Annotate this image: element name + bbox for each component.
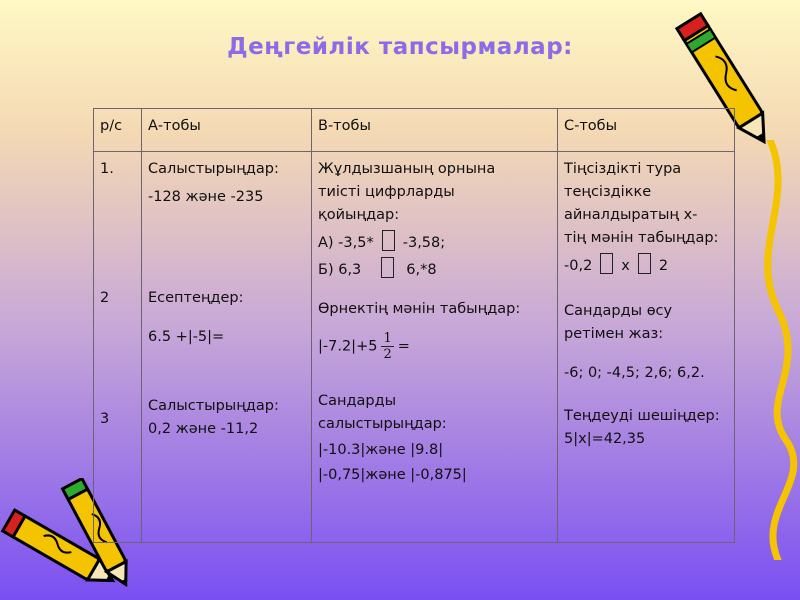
fraction: $\frac{1}{2}$: [383, 331, 392, 362]
task-text: айналдыратың х-: [564, 207, 698, 223]
task-label: Салыстырыңдар:: [148, 398, 279, 414]
task-value: -6; 0; -4,5; 2,6; 6,2.: [564, 365, 705, 381]
blank-box: [638, 253, 651, 274]
task-text: Жұлдызшаның орнына: [318, 161, 496, 177]
page-title: Деңгейлік тапсырмалар:: [227, 34, 573, 60]
task-text: Сандарды: [318, 393, 397, 409]
task-text: теңсіздікке: [564, 184, 652, 200]
header-cell-number: р/с: [94, 109, 142, 152]
task-inequality: -0,2 х 2: [564, 253, 729, 278]
task-text: тиісті цифрларды: [318, 184, 455, 200]
header-cell-group-c: С-тобы: [558, 109, 735, 152]
group-a-cell: [142, 152, 312, 543]
task-text: қойыңдар:: [318, 207, 400, 223]
task-text: Теңдеуді шешіңдер:: [564, 408, 720, 424]
table-header-row: [94, 109, 735, 152]
task-item-b: Б) 6,3 6,*8: [318, 257, 552, 282]
task-text: салыстырыңдар:: [318, 416, 447, 432]
task-value: 0,2 және -11,2: [148, 421, 259, 437]
row-number-cell: [94, 152, 142, 543]
group-b-cell: [312, 152, 558, 543]
row-number: 3: [100, 411, 110, 427]
task-value: 6.5 +|-5|=: [148, 329, 225, 345]
task-value: -128 және -235: [148, 189, 264, 205]
task-text: тің мәнін табыңдар:: [564, 230, 719, 246]
task-value: 5|х|=42,35: [564, 431, 646, 447]
blank-box: [382, 230, 395, 251]
task-text: ретімен жаз:: [564, 326, 664, 342]
blank-box: [381, 257, 394, 278]
task-item-a: А) -3,5* -3,58;: [318, 230, 552, 255]
task-expression: |-7.2|+5 $\frac{1}{2}$ =: [318, 331, 410, 362]
task-value: |-0,75|және |-0,875|: [318, 467, 467, 483]
task-text: Өрнектің мәнін табыңдар:: [318, 301, 521, 317]
task-text: Сандарды өсу: [564, 303, 673, 319]
row-number: 1.: [100, 161, 114, 177]
header-cell-group-a: А-тобы: [142, 109, 312, 152]
group-c-cell: [558, 152, 735, 543]
blank-box: [600, 253, 613, 274]
row-number: 2: [100, 290, 110, 306]
task-text: Тіңсіздікті тура: [564, 161, 682, 177]
header-cell-group-b: В-тобы: [312, 109, 558, 152]
task-label: Есептеңдер:: [148, 290, 244, 306]
tasks-table: [93, 108, 735, 543]
task-label: Салыстырыңдар:: [148, 161, 279, 177]
table-row: [94, 152, 735, 543]
task-value: |-10.3|және |9.8|: [318, 442, 444, 458]
squiggle-line: [748, 140, 800, 560]
